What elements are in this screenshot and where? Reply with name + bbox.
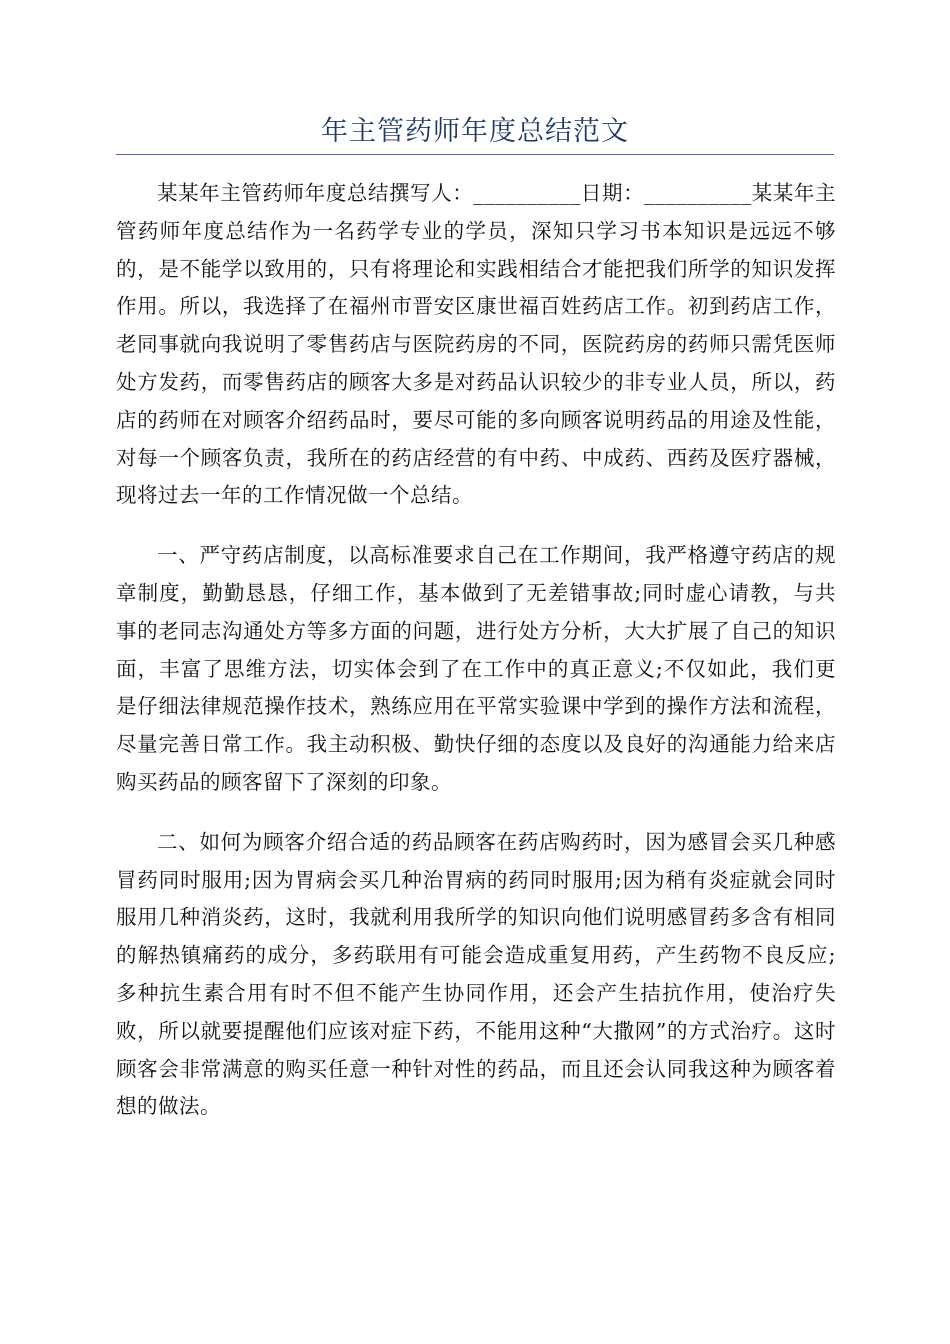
- title-underline: [116, 154, 834, 155]
- paragraph-section-1: 一、严守药店制度，以高标准要求自己在工作期间，我严格遵守药店的规章制度，勤勤恳恳，仔细工作，基本做到了无差错事故;同时虚心请教，与共事的老同志沟通处方等多方面的问题，进行处方分析，大大扩展了自己的知识面，丰富了思维方法，切实体会到了在工作中的真正意义;不仅如此，我们更是仔细法律规范操作技术，熟练应用在平常实验课中学到的操作方法和流程，尽量完善日常工作。我主动积极、勤快仔细的态度以及良好的沟通能力给来店购买药品的顾客留下了深刻的印象。: [116, 543, 836, 794]
- paragraph-intro: 某某年主管药师年度总结撰写人：__________日期：__________某某年主管药师年度总结作为一名药学专业的学员，深知只学习书本知识是远远不够的，是不能学以致用的，只有将理论和实践相结合才能把我们所学的知识发挥作用。所以，我选择了在福州市晋安区康世福百姓药店工作。初到药店工作，老同事就向我说明了零售药店与医院药房的不同，医院药房的药师只需凭医师处方发药，而零售药店的顾客大多是对药品认识较少的非专业人员，所以，药店的药师在对顾客介绍药品时，要尽可能的多向顾客说明药品的用途及性能，对每一个顾客负责，我所在的药店经营的有中药、中成药、西药及医疗器械，现将过去一年的工作情况做一个总结。: [116, 181, 836, 508]
- paragraph-section-2: 二、如何为顾客介绍合适的药品顾客在药店购药时，因为感冒会买几种感冒药同时服用;因为胃病会买几种治胃病的药同时服用;因为稍有炎症就会同时服用几种消炎药，这时，我就利用我所学的知识向他们说明感冒药多含有相同的解热镇痛药的成分，多药联用有可能会造成重复用药，产生药物不良反应;多种抗生素合用有时不但不能产生协同作用，还会产生拮抗作用，使治疗失败，所以就要提醒他们应该对症下药，不能用这种“大撒网”的方式治疗。这时顾客会非常满意的购买任意一种针对性的药品，而且还会认同我这种为顾客着想的做法。: [116, 829, 836, 1119]
- page-title: 年主管药师年度总结范文: [321, 116, 629, 147]
- document-body: [116, 175, 836, 1148]
